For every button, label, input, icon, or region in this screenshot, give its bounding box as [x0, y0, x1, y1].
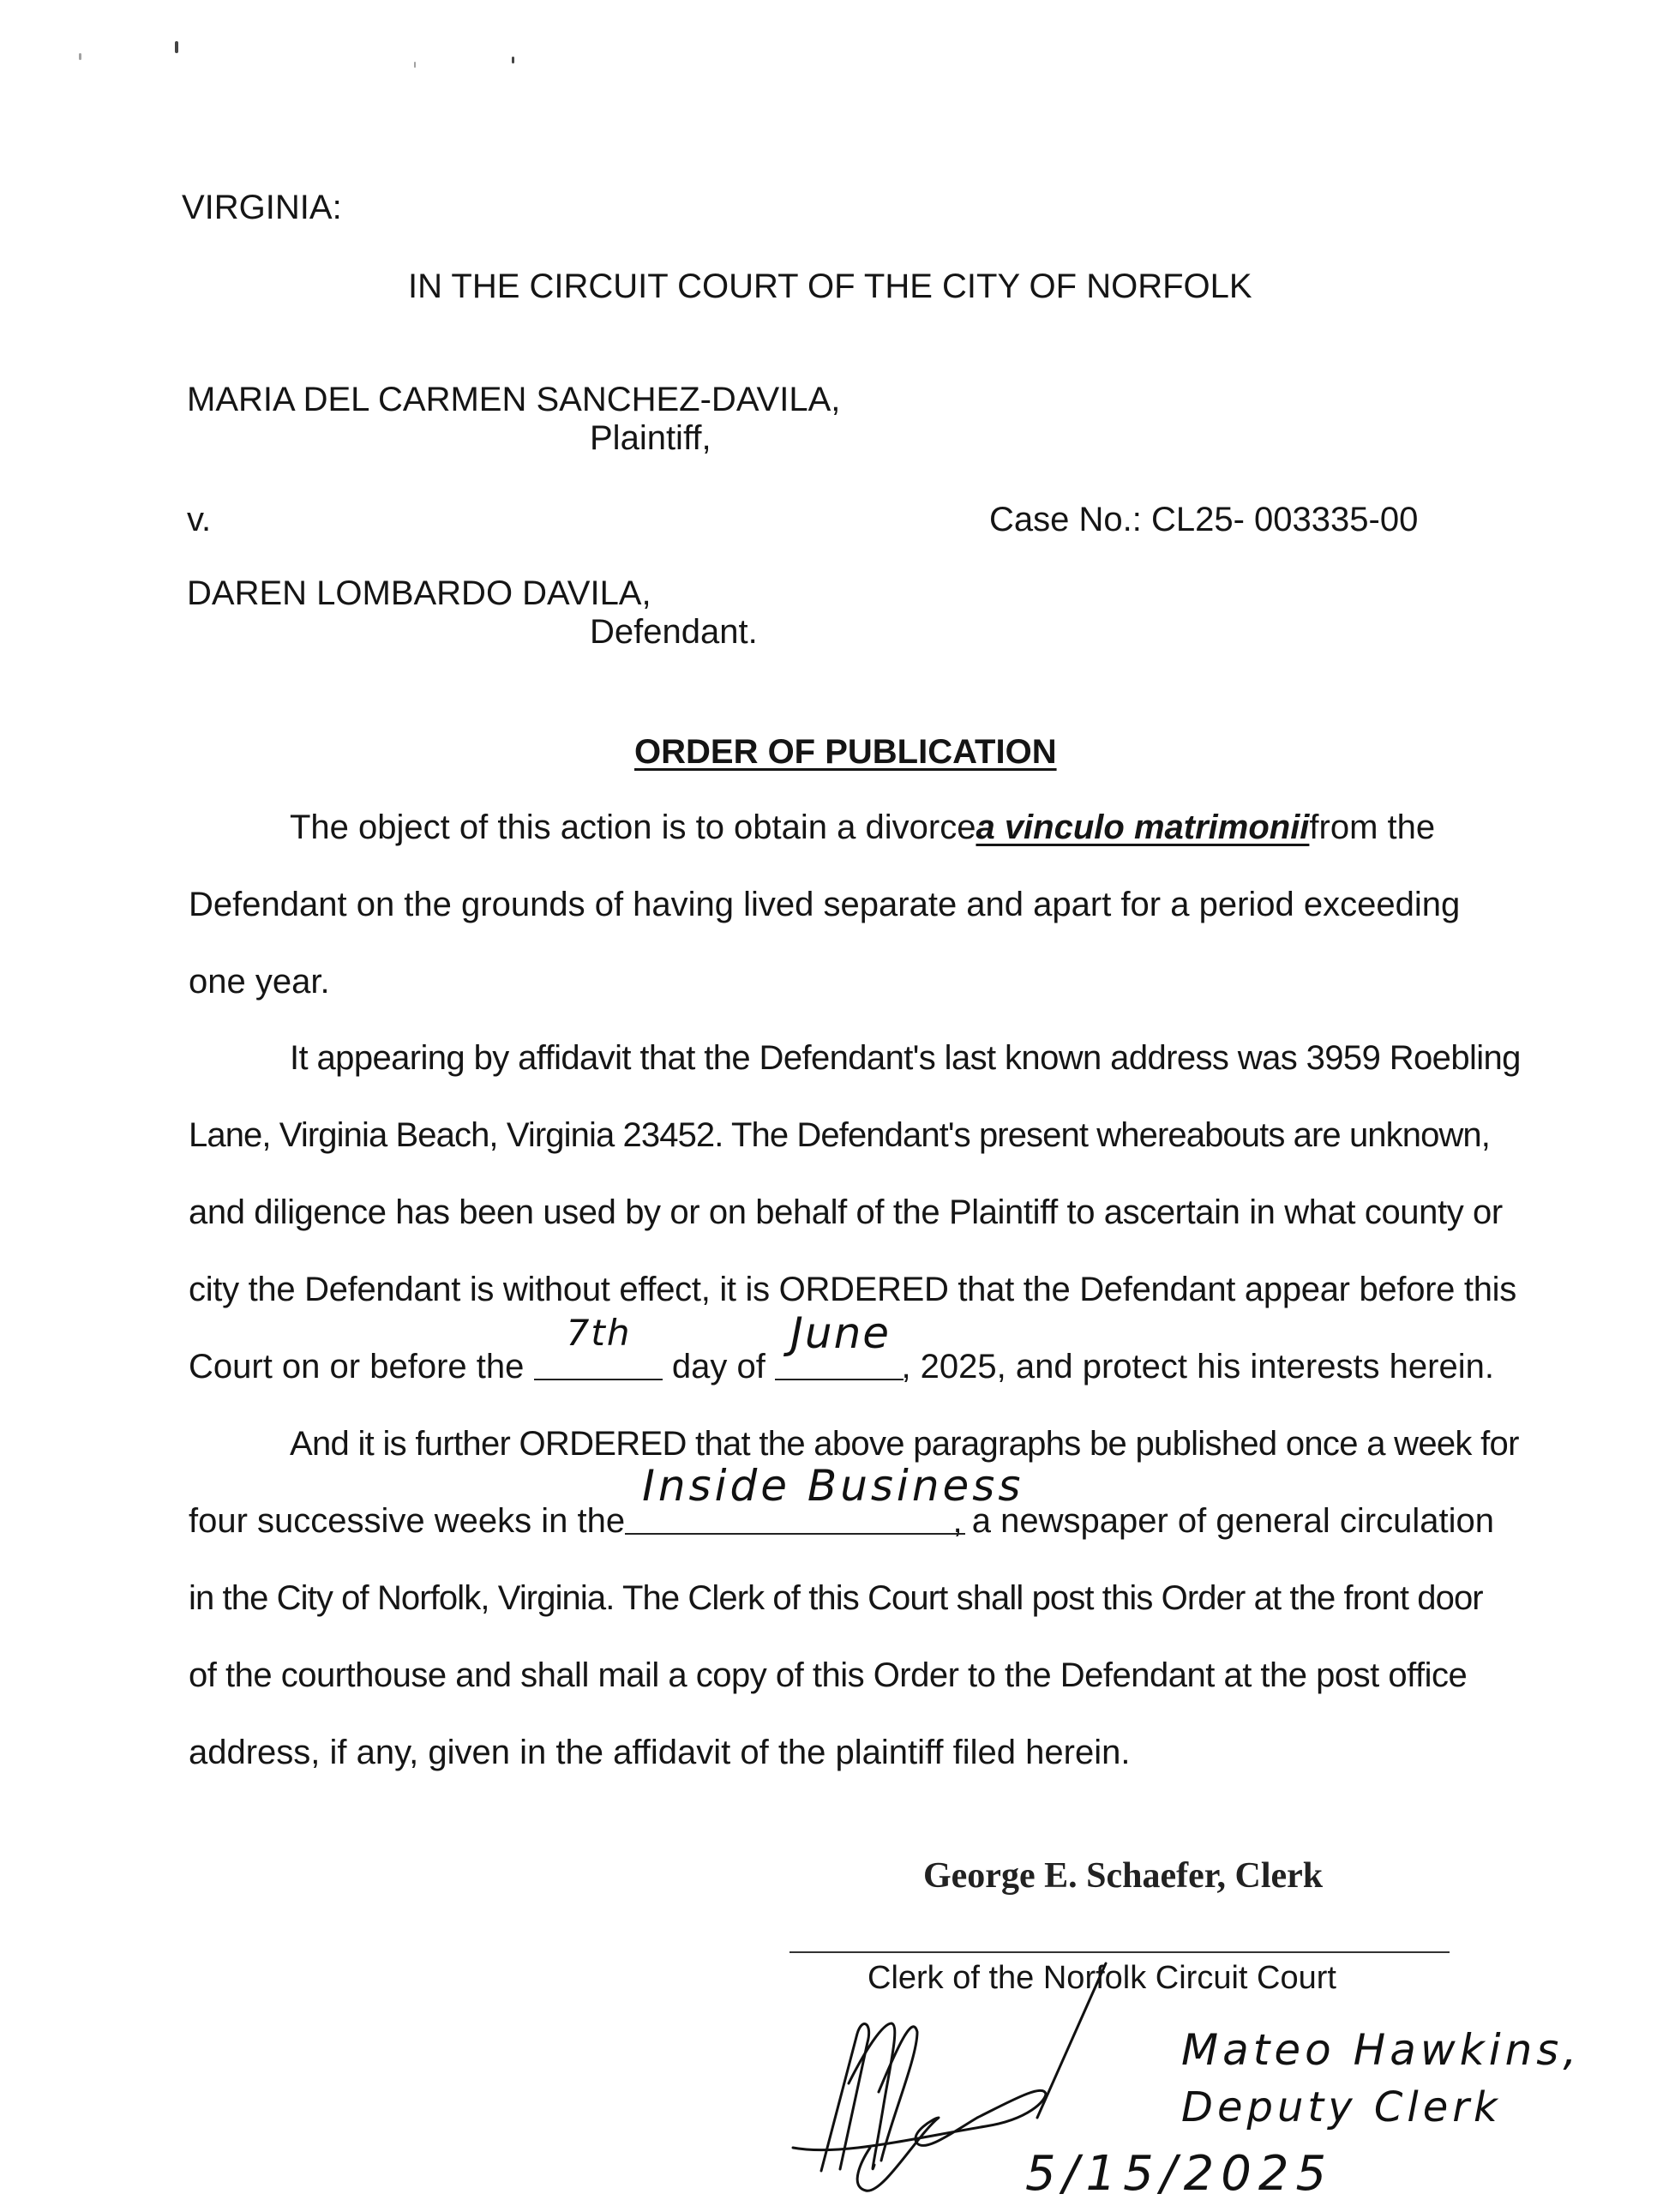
paragraph-2-line-4: city the Defendant is without effect, it is ORDERED that the Defendant appear before this: [189, 1271, 1516, 1308]
handwritten-newspaper: Inside Business: [642, 1461, 1024, 1511]
paragraph-3-line-2: [189, 1461, 1494, 1540]
p2-day-of-text: day of: [671, 1348, 765, 1386]
scan-speck: [175, 41, 178, 53]
paragraph-3-line-3: in the City of Norfolk, Virginia. The Clerk of this Court shall post this Order at the front door: [189, 1579, 1483, 1617]
paragraph-2-line-1: It appearing by affidavit that the Defendant's last known address was 3959 Roebling: [290, 1039, 1521, 1077]
document-title: ORDER OF PUBLICATION: [634, 733, 1057, 771]
p1-text-before: The object of this action is to obtain a divorce: [290, 808, 976, 846]
day-blank: [534, 1312, 663, 1380]
clerk-title: Clerk of the Norfolk Circuit Court: [868, 1960, 1336, 1996]
deputy-title: Deputy Clerk: [1181, 2083, 1502, 2131]
handwritten-day: 7th: [566, 1312, 632, 1354]
paragraph-1-line-3: one year.: [189, 963, 330, 1001]
signature-line: [789, 1951, 1450, 1953]
deputy-name: Mateo Hawkins,: [1181, 2025, 1582, 2075]
scan-speck: [512, 57, 514, 63]
scan-speck: [414, 62, 416, 68]
newspaper-blank: [625, 1461, 1024, 1535]
paragraph-3-line-4: of the courthouse and shall mail a copy of this Order to the Defendant at the post office: [189, 1656, 1468, 1694]
paragraph-2-line-2: Lane, Virginia Beach, Virginia 23452. The Defendant's present whereabouts are unknown,: [189, 1116, 1490, 1154]
handwritten-month: June: [790, 1308, 892, 1358]
scan-speck: [79, 53, 81, 60]
p1-text-after: from the: [1309, 808, 1436, 846]
paragraph-1-line-2: Defendant on the grounds of having lived separate and apart for a period exceeding: [189, 886, 1461, 923]
p3-newspaper-desc: , a newspaper of general circulation: [952, 1502, 1494, 1540]
state-heading: VIRGINIA:: [182, 189, 342, 226]
signature-date: 5/15/2025: [1025, 2146, 1334, 2202]
clerk-stamp: George E. Schaefer, Clerk: [923, 1856, 1324, 1896]
case-number: Case No.: CL25- 003335-00: [989, 501, 1419, 538]
paragraph-3-line-5: address, if any, given in the affidavit of the plaintiff filed herein.: [189, 1734, 1131, 1771]
defendant-name: DAREN LOMBARDO DAVILA,: [187, 574, 651, 612]
month-blank: [775, 1308, 904, 1380]
paragraph-2-line-3: and diligence has been used by or on behalf of the Plaintiff to ascertain in what county or: [189, 1193, 1503, 1231]
paragraph-1-line-1: [290, 808, 1436, 846]
paragraph-3-line-1: And it is further ORDERED that the above paragraphs be published once a week for: [290, 1425, 1519, 1463]
latin-term: a vinculo matrimonii: [976, 808, 1310, 846]
p2-year-text: , 2025, and protect his interests herein.: [901, 1348, 1494, 1386]
defendant-role: Defendant.: [590, 613, 758, 651]
paragraph-2-line-5: [189, 1308, 1494, 1386]
p3-weeks-text: four successive weeks in the: [189, 1502, 626, 1540]
plaintiff-role: Plaintiff,: [590, 419, 711, 457]
court-heading: IN THE CIRCUIT COURT OF THE CITY OF NORFOLK: [408, 267, 1252, 305]
plaintiff-name: MARIA DEL CARMEN SANCHEZ-DAVILA,: [187, 381, 841, 418]
p2-court-text: Court on or before the: [189, 1348, 525, 1386]
versus: v.: [187, 501, 212, 538]
